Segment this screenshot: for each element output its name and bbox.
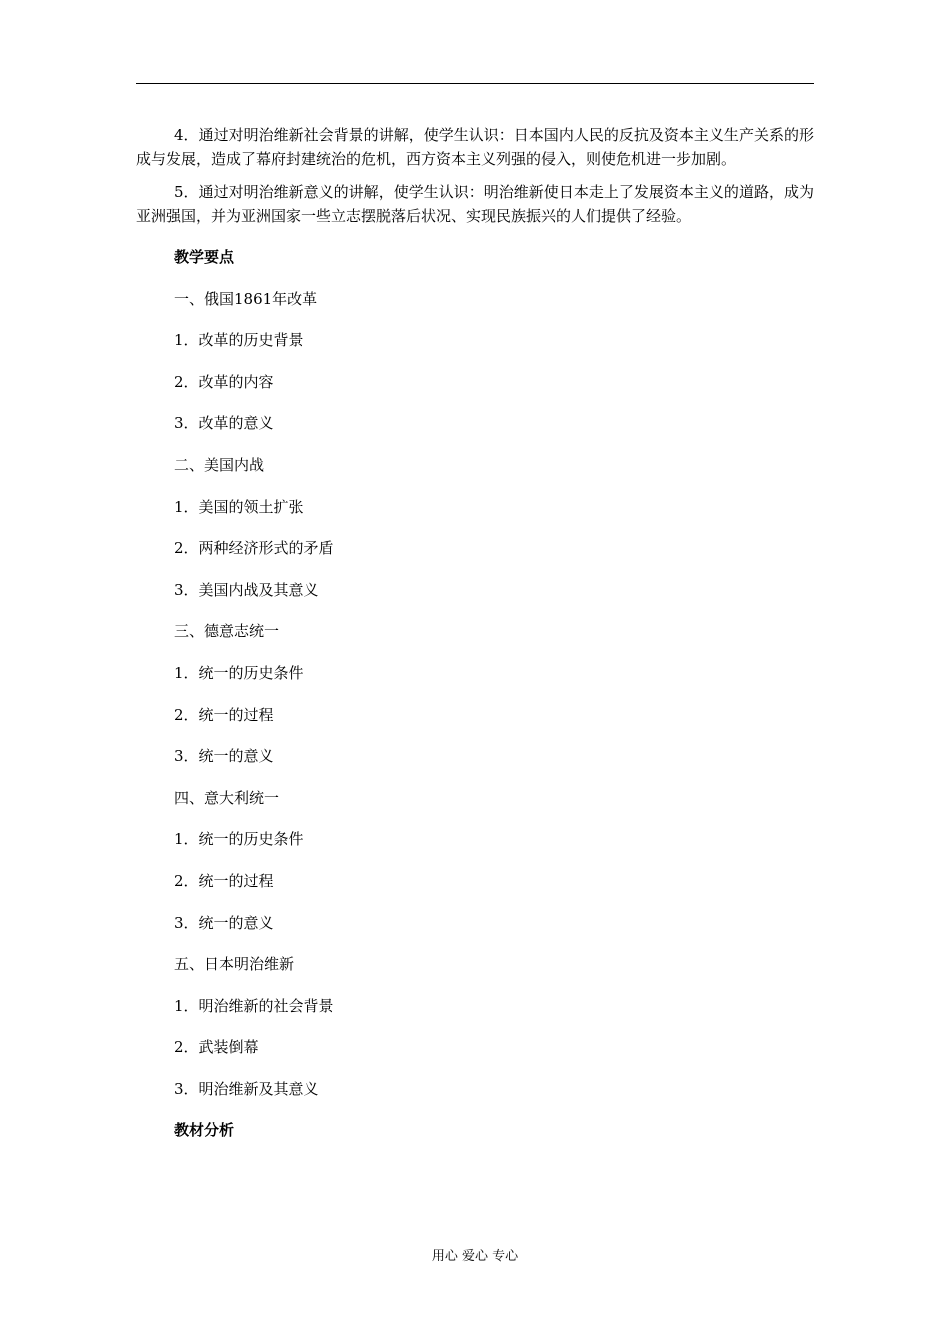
page-footer: 用心 爱心 专心 bbox=[431, 1249, 519, 1264]
outline-list bbox=[136, 246, 814, 1161]
outline-item: 1．统一的历史条件 bbox=[174, 663, 304, 682]
outline-item: 2．改革的内容 bbox=[174, 372, 274, 391]
header-rule bbox=[136, 83, 814, 84]
outline-item: 3．统一的意义 bbox=[174, 913, 274, 932]
outline-item: 3．统一的意义 bbox=[174, 747, 274, 766]
page-content bbox=[136, 124, 814, 1161]
outline-item: 3．明治维新及其意义 bbox=[174, 1079, 319, 1098]
outline-item: 2．统一的过程 bbox=[174, 871, 274, 890]
paragraph-objective-5: 5．通过对明治维新意义的讲解，使学生认识：明治维新使日本走上了发展资本主义的道路，成为亚洲强国，并为亚洲国家一些立志摆脱落后状况、实现民族振兴的人们提供了经验。 bbox=[136, 183, 814, 225]
outline-item: 2．武装倒幕 bbox=[174, 1038, 259, 1057]
section-heading-textbook-analysis: 教材分析 bbox=[174, 1121, 235, 1140]
paragraph-objective-4: 4．通过对明治维新社会背景的讲解，使学生认识：日本国内人民的反抗及资本主义生产关系的形成与发展，造成了幕府封建统治的危机，西方资本主义列强的侵入，则使危机进一步加剧。 bbox=[136, 126, 814, 168]
outline-item: 3．美国内战及其意义 bbox=[174, 580, 319, 599]
outline-item: 四、意大利统一 bbox=[174, 788, 280, 807]
outline-item: 二、美国内战 bbox=[174, 455, 265, 474]
outline-item: 五、日本明治维新 bbox=[174, 955, 295, 974]
outline-item: 1．美国的领土扩张 bbox=[174, 497, 304, 516]
outline-item: 1．明治维新的社会背景 bbox=[174, 996, 334, 1015]
outline-item: 2．两种经济形式的矛盾 bbox=[174, 539, 334, 558]
outline-item: 1．改革的历史背景 bbox=[174, 331, 304, 350]
outline-item: 1．统一的历史条件 bbox=[174, 830, 304, 849]
section-heading-teaching-points: 教学要点 bbox=[174, 248, 235, 266]
outline-item: 2．统一的过程 bbox=[174, 705, 274, 724]
outline-item: 一、俄国1861年改革 bbox=[174, 289, 318, 308]
outline-item: 三、德意志统一 bbox=[174, 622, 280, 641]
outline-item: 3．改革的意义 bbox=[174, 414, 274, 433]
